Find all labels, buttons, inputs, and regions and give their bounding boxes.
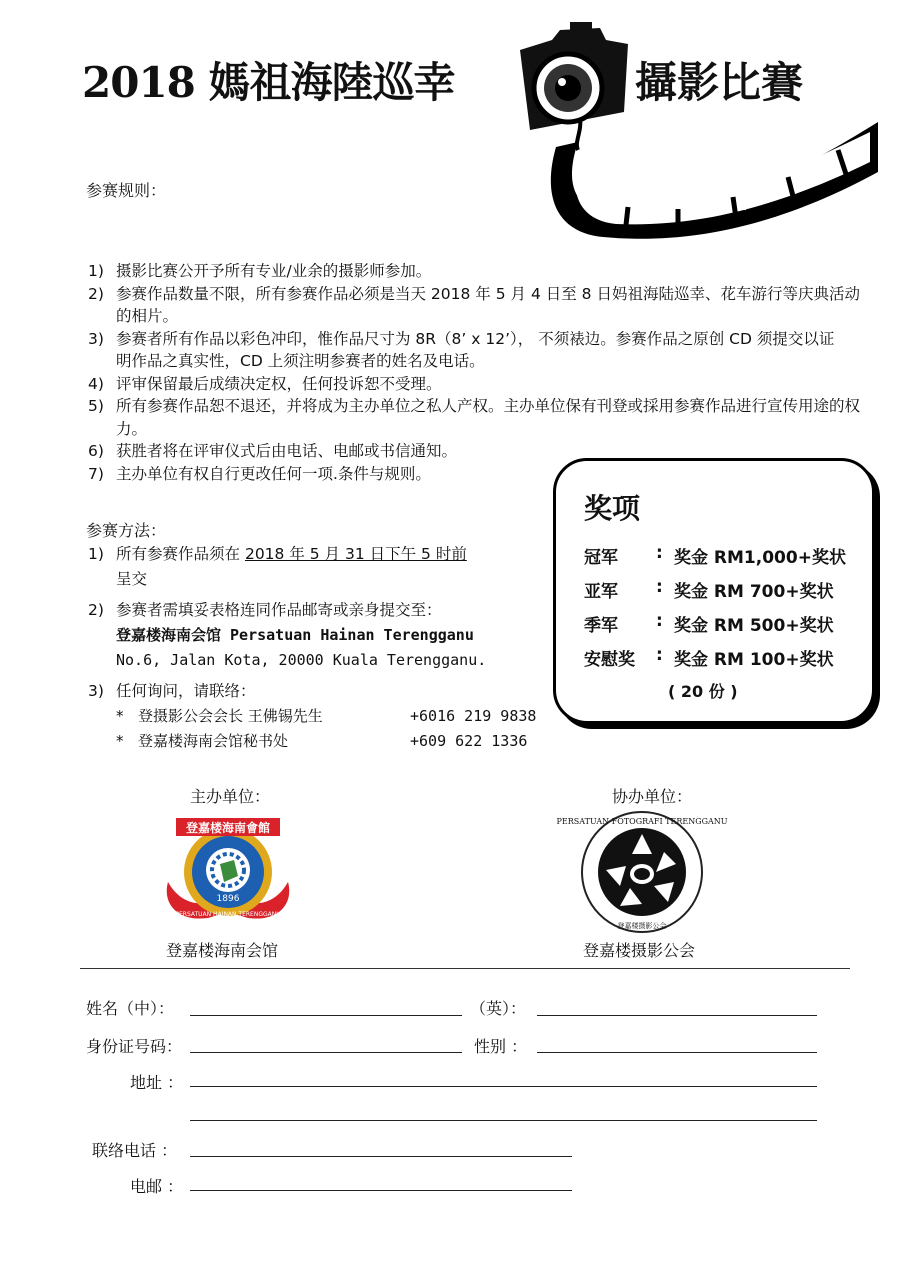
name-en-field[interactable]	[537, 1015, 817, 1016]
rule-text: 评审保留最后成绩决定权，任何投诉恕不受理。	[116, 374, 442, 393]
method-list	[88, 542, 558, 760]
prize-title: 奖项	[584, 492, 641, 525]
method-item	[88, 679, 558, 754]
prize-row	[584, 577, 834, 602]
method-text: 所有参赛作品须在	[116, 545, 241, 563]
contact-name: 登摄影公会会长 王佛锡先生	[138, 707, 323, 725]
rule-number: 4)	[88, 374, 104, 393]
rule-number: 3)	[88, 329, 104, 348]
rule-text: 所有参赛作品恕不退还，并将成为主办单位之私人产权。主办单位保有刊登或採用参赛作品进行宣传用途的权力。	[116, 397, 861, 438]
prize-award: 奖金 RM1,000+奖状	[674, 548, 846, 568]
address-field-2[interactable]	[190, 1120, 817, 1121]
rule-item	[88, 395, 868, 440]
host-logo-banner: 登嘉楼海南會館	[185, 821, 271, 835]
gender-field[interactable]	[537, 1052, 817, 1053]
rules-list	[88, 260, 868, 485]
method-number: 3)	[88, 682, 104, 700]
filmstrip-icon	[551, 122, 878, 239]
method-item	[88, 542, 558, 592]
co-organizer-name: 登嘉楼摄影公会	[583, 941, 696, 960]
method-number: 2)	[88, 601, 104, 619]
prize-award: 奖金 RM 100+奖状	[674, 650, 834, 670]
rule-item	[88, 440, 548, 463]
prize-award: 奖金 RM 500+奖状	[674, 616, 834, 636]
title-right: 攝影比賽	[635, 58, 804, 107]
contact-row	[116, 729, 558, 754]
name-cn-field[interactable]	[190, 1015, 462, 1016]
host-logo-ring: PERSATUAN HAINAN TERENGGANU	[175, 911, 281, 918]
rule-number: 2)	[88, 284, 104, 303]
contact-phone: +609 622 1336	[410, 732, 528, 750]
rule-item	[88, 463, 548, 486]
rule-item	[88, 260, 868, 283]
ic-field[interactable]	[190, 1052, 462, 1053]
prize-colon: :	[656, 645, 663, 665]
deadline-date: 2018 年 5 月 31 日下午 5 时前	[244, 545, 467, 563]
prize-colon: :	[656, 543, 663, 563]
address-label: 地址 ：	[130, 1073, 184, 1092]
phone-field[interactable]	[190, 1156, 572, 1157]
photography-society-logo	[556, 810, 728, 934]
rule-text: 参赛者所有作品以彩色冲印，惟作品尺寸为 8R（8’ x 12’）， 不须裱边。参赛作品之原创 CD 须提交以证明作品之真实性，CD 上须注明参赛者的姓名及电话。	[116, 329, 835, 370]
host-name: 登嘉楼海南会馆	[166, 941, 279, 960]
prize-award: 奖金 RM 700+奖状	[674, 582, 834, 602]
address-line: 登嘉楼海南会馆 Persatuan Hainan Terengganu	[116, 626, 474, 644]
address-line: No.6, Jalan Kota, 20000 Kuala Terengganu.	[116, 651, 487, 669]
rule-text: 摄影比赛公开予所有专业/业余的摄影师参加。	[116, 262, 432, 280]
title-left: 2018 媽祖海陸巡幸	[82, 58, 455, 107]
prize-note: ( 20 份 )	[668, 682, 738, 701]
prize-rank: 季军	[584, 616, 618, 636]
method-text: 任何询问，请联络：	[116, 682, 256, 700]
method-item	[88, 598, 558, 673]
rule-item	[88, 283, 868, 328]
co-logo-sub: 登嘉楼摄影公会	[617, 922, 667, 930]
name-en-label: （英）：	[470, 999, 527, 1018]
contact-phone: +6016 219 9838	[410, 707, 537, 725]
rule-number: 6)	[88, 442, 104, 460]
prize-rank: 冠军	[584, 548, 618, 568]
hainan-association-logo	[158, 812, 298, 930]
prize-rank: 亚军	[584, 582, 618, 602]
prize-box	[553, 458, 875, 724]
prize-colon: :	[656, 611, 663, 631]
gender-label: 性别 ：	[474, 1037, 528, 1056]
method-heading: 参赛方法：	[86, 521, 167, 540]
rule-number: 7)	[88, 464, 104, 483]
email-label: 电邮 ：	[130, 1177, 184, 1196]
prize-colon: :	[656, 577, 663, 597]
host-label: 主办单位：	[190, 787, 271, 806]
method-text: 呈交	[116, 570, 148, 588]
name-cn-label: 姓名（中）：	[86, 999, 175, 1018]
ic-label: 身份证号码：	[86, 1037, 183, 1056]
camera-filmstrip-icon	[508, 22, 878, 242]
prize-row	[584, 543, 846, 568]
contact-name: 登嘉楼海南会馆秘书处	[138, 732, 289, 750]
method-number: 1)	[88, 545, 104, 563]
rule-text: 参赛作品数量不限，所有参赛作品必须是当天 2018 年 5 月 4 日至 8 日妈祖海陆巡幸、花车游行等庆典活动的相片。	[116, 284, 860, 325]
co-logo-ring: PERSATUAN FOTOGRAFI TERENGGANU	[556, 817, 728, 826]
rule-item	[88, 373, 868, 396]
rule-item	[88, 328, 838, 373]
host-logo-year: 1896	[216, 894, 240, 904]
phone-label: 联络电话 ：	[92, 1141, 178, 1160]
bullet-icon: *	[116, 707, 124, 725]
rule-text: 主办单位有权自行更改任何一项.条件与规则。	[116, 464, 431, 483]
co-organizer-label: 协办单位：	[612, 787, 693, 806]
rule-text: 获胜者将在评审仪式后由电话、电邮或书信通知。	[116, 442, 458, 460]
method-text: 参赛者需填妥表格连同作品邮寄或亲身提交至：	[116, 601, 442, 619]
section-divider	[80, 968, 850, 969]
rules-heading: 参赛规则：	[86, 181, 167, 200]
prize-row	[584, 611, 834, 636]
bullet-icon: *	[116, 732, 124, 750]
prize-row	[584, 645, 834, 670]
contact-row	[116, 704, 558, 729]
camera-icon	[520, 22, 628, 150]
address-field-1[interactable]	[190, 1086, 817, 1087]
email-field[interactable]	[190, 1190, 572, 1191]
rule-number: 1)	[88, 262, 104, 280]
rule-number: 5)	[88, 397, 104, 415]
prize-rank: 安慰奖	[584, 650, 635, 670]
